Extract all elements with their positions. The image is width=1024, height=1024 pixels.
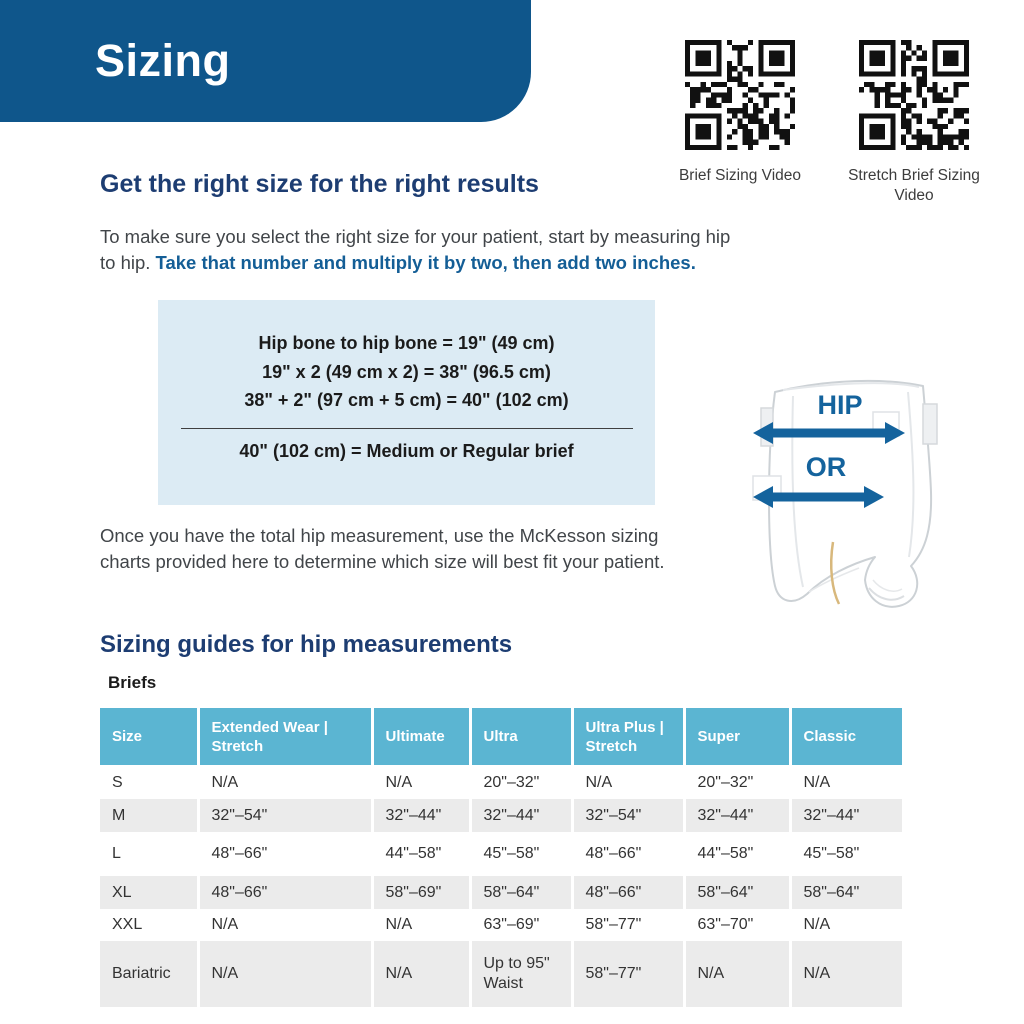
cell: N/A: [372, 766, 470, 799]
calculation-example-box: [158, 300, 655, 505]
cell: N/A: [198, 909, 372, 941]
cell: Up to 95" Waist: [470, 941, 572, 1007]
calc-line: 38" + 2" (97 cm + 5 cm) = 40" (102 cm): [244, 390, 569, 410]
cell: 32"–44": [470, 799, 572, 832]
cell: N/A: [198, 766, 372, 799]
cell: 32"–44": [372, 799, 470, 832]
calc-result-line: [158, 441, 655, 462]
table-header-row: [100, 708, 902, 766]
column-header-size: Size: [100, 708, 198, 766]
table-row: [100, 799, 902, 832]
calc-line: 19" x 2 (49 cm x 2) = 38" (96.5 cm): [262, 361, 551, 382]
cell: N/A: [790, 766, 902, 799]
column-header-ultra-plus-stretch: Ultra Plus | Stretch: [572, 708, 684, 766]
cell: XXL: [100, 909, 198, 941]
cell: L: [100, 832, 198, 876]
or-label: OR: [805, 452, 847, 482]
column-header-classic: Classic: [790, 708, 902, 766]
table-row: [100, 876, 902, 909]
cell: 48"–66": [572, 876, 684, 909]
cell: 32"–54": [198, 799, 372, 832]
cell: N/A: [790, 909, 902, 941]
cell: 20"–32": [470, 766, 572, 799]
calc-result-prefix: 40" (102 cm) =: [239, 440, 367, 461]
cell: 32"–44": [684, 799, 790, 832]
cell: 58"–77": [572, 909, 684, 941]
header-banner: [0, 0, 531, 122]
cell: 48"–66": [198, 876, 372, 909]
cell: N/A: [790, 941, 902, 1007]
calc-result-suffix: brief: [529, 440, 574, 461]
calc-result-or: or: [434, 440, 463, 461]
qr-label: Brief Sizing Video: [678, 167, 802, 184]
cell: 48"–66": [198, 832, 372, 876]
qr-item-brief-sizing: [662, 40, 818, 206]
table-subheading-briefs: Briefs: [108, 673, 157, 692]
column-header-ultra: Ultra: [470, 708, 572, 766]
cell: N/A: [684, 941, 790, 1007]
hip-label: HIP: [817, 390, 863, 420]
brief-diagram-icon: [733, 352, 965, 624]
table-row: [100, 832, 902, 876]
cell: 48"–66": [572, 832, 684, 876]
cell: S: [100, 766, 198, 799]
outro-paragraph: Once you have the total hip measurement, use the McKesson sizing charts provided here to determine which size will best fit your patient.: [100, 525, 665, 572]
page-title: Sizing: [95, 35, 231, 86]
cell: 44"–58": [684, 832, 790, 876]
qr-label: Stretch Brief Sizing Video: [848, 167, 980, 204]
briefs-sizing-table: [100, 708, 902, 1007]
table-row: [100, 766, 902, 799]
column-header-extended-wear-stretch: Extended Wear | Stretch: [198, 708, 372, 766]
intro-text-normal: To make sure you select the right size for your patient, start by measuring hip to hip.: [100, 226, 731, 273]
cell: 45"–58": [470, 832, 572, 876]
qr-item-stretch-brief-sizing: [836, 40, 992, 206]
cell: 58"–69": [372, 876, 470, 909]
table-row: [100, 941, 902, 1007]
cell: 44"–58": [372, 832, 470, 876]
cell: XL: [100, 876, 198, 909]
table-row: [100, 909, 902, 941]
qr-section: [662, 40, 992, 206]
column-header-super: Super: [684, 708, 790, 766]
cell: 58"–64": [790, 876, 902, 909]
intro-paragraph: [100, 224, 748, 276]
cell: 63"–69": [470, 909, 572, 941]
column-header-ultimate: Ultimate: [372, 708, 470, 766]
cell: N/A: [572, 766, 684, 799]
divider-line: [181, 428, 633, 429]
cell: 58"–77": [572, 941, 684, 1007]
cell: 20"–32": [684, 766, 790, 799]
section-heading-sizing-guides: Sizing guides for hip measurements: [100, 631, 513, 658]
qr-code-icon: [859, 40, 969, 150]
cell: 32"–54": [572, 799, 684, 832]
cell: M: [100, 799, 198, 832]
cell: 63"–70": [684, 909, 790, 941]
brief-illustration: [733, 352, 965, 624]
intro-text-emphasis: Take that number and multiply it by two, then add two inches.: [155, 252, 696, 273]
cell: N/A: [198, 941, 372, 1007]
cell: Bariatric: [100, 941, 198, 1007]
cell: 58"–64": [684, 876, 790, 909]
calc-result-size: Medium: [366, 440, 435, 461]
cell: 32"–44": [790, 799, 902, 832]
calc-result-size: Regular: [462, 440, 530, 461]
cell: N/A: [372, 909, 470, 941]
cell: N/A: [372, 941, 470, 1007]
section-heading-right-size: Get the right size for the right results: [100, 170, 539, 198]
qr-code-icon: [685, 40, 795, 150]
calc-line: Hip bone to hip bone = 19" (49 cm): [258, 333, 555, 353]
cell: 45"–58": [790, 832, 902, 876]
cell: 58"–64": [470, 876, 572, 909]
